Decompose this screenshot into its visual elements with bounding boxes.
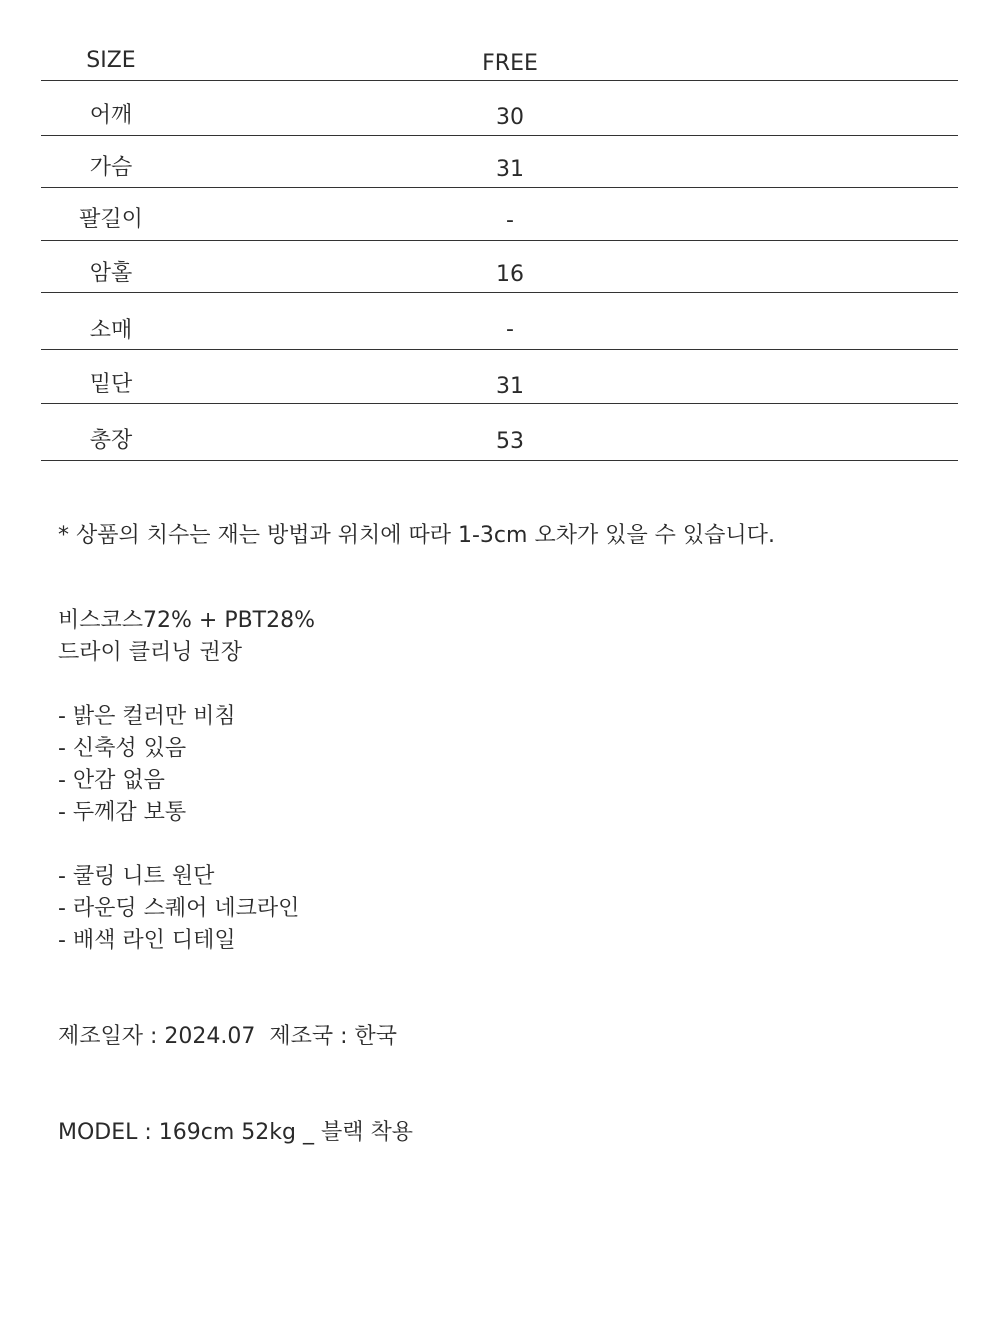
list-item: - 안감 없음 xyxy=(58,768,165,793)
measurement-notice xyxy=(58,520,775,552)
row-label: 팔길이 xyxy=(79,207,143,232)
table-row xyxy=(41,81,958,136)
table-row xyxy=(41,293,958,350)
manufacture-text: 제조일자 : 2024.07 제조국 : 한국 xyxy=(58,1024,398,1049)
row-value: 30 xyxy=(496,105,524,130)
row-label: 밑단 xyxy=(89,372,133,397)
row-value: - xyxy=(506,317,514,342)
model-text: MODEL : 169cm 52kg _ 블랙 착용 xyxy=(58,1120,413,1145)
model-info xyxy=(58,1117,413,1149)
table-row xyxy=(41,188,958,241)
row-label: 소매 xyxy=(89,318,133,343)
care-instruction: 드라이 클리닝 권장 xyxy=(58,640,243,665)
row-label: 암홀 xyxy=(89,261,133,286)
row-label: 총장 xyxy=(89,428,133,453)
table-row xyxy=(41,136,958,188)
list-item: - 쿨링 니트 원단 xyxy=(58,864,215,889)
row-value: - xyxy=(506,208,514,233)
row-label: 가슴 xyxy=(89,155,133,180)
list-item: - 라운딩 스퀘어 네크라인 xyxy=(58,896,300,921)
feature-list-2 xyxy=(58,861,299,957)
table-row xyxy=(41,404,958,461)
row-label: 어깨 xyxy=(89,103,133,128)
notice-text: * 상품의 치수는 재는 방법과 위치에 따라 1-3cm 오차가 있을 수 있습니다. xyxy=(58,523,775,548)
table-row xyxy=(41,241,958,293)
size-header-value: FREE xyxy=(482,51,538,76)
size-header-label: SIZE xyxy=(86,48,136,73)
row-value: 31 xyxy=(496,374,524,399)
list-item: - 두께감 보통 xyxy=(58,800,187,825)
size-table-header xyxy=(41,0,958,81)
row-value: 31 xyxy=(496,157,524,182)
material-info xyxy=(58,605,315,669)
feature-list-1 xyxy=(58,701,236,829)
row-value: 53 xyxy=(496,429,524,454)
table-row xyxy=(41,350,958,404)
manufacture-info xyxy=(58,1021,397,1053)
material-composition: 비스코스72% + PBT28% xyxy=(58,608,316,633)
list-item: - 밝은 컬러만 비침 xyxy=(58,704,236,729)
list-item: - 배색 라인 디테일 xyxy=(58,928,236,953)
list-item: - 신축성 있음 xyxy=(58,736,187,761)
row-value: 16 xyxy=(496,262,524,287)
